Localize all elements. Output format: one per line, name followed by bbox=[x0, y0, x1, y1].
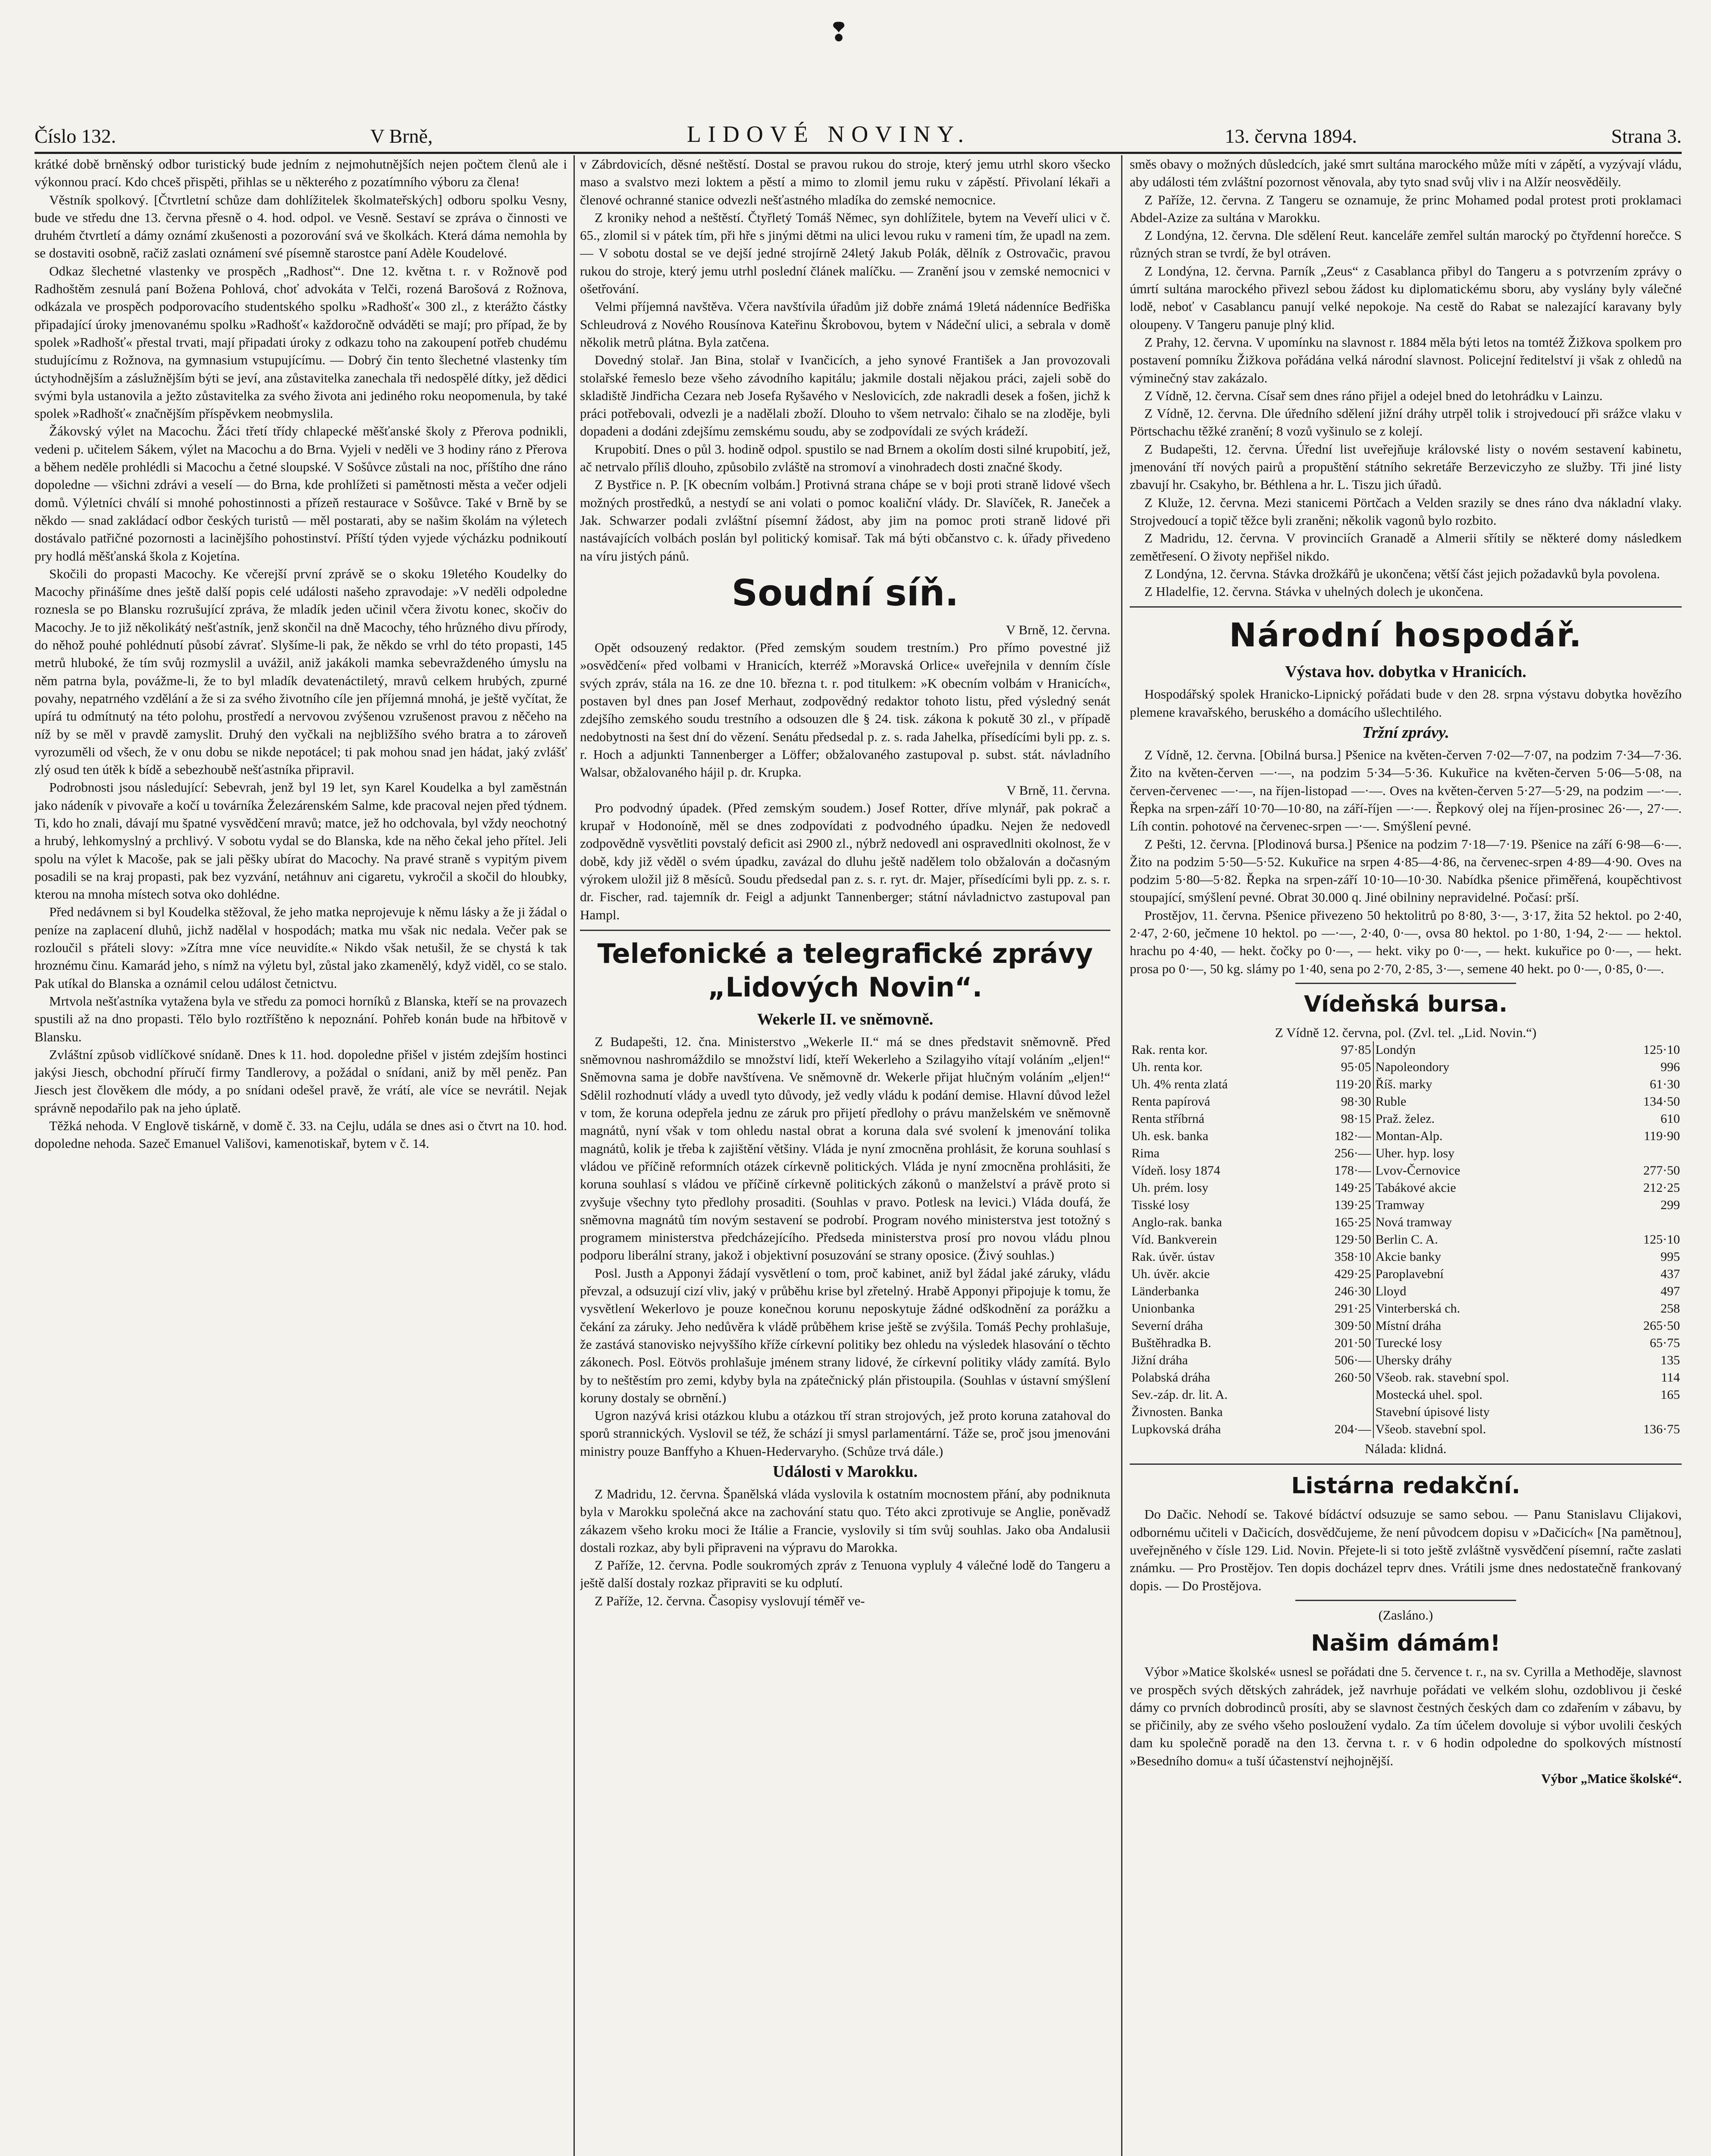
bourse-value: 201·50 bbox=[1303, 1335, 1373, 1352]
bourse-name: Živnosten. Banka bbox=[1131, 1405, 1223, 1420]
bourse-name: Polabská dráha bbox=[1131, 1370, 1210, 1385]
divider bbox=[1295, 1600, 1516, 1601]
bourse-value: 134·50 bbox=[1643, 1094, 1680, 1109]
bourse-value: 125·10 bbox=[1643, 1043, 1680, 1057]
bourse-value: 204·— bbox=[1303, 1421, 1373, 1438]
bourse-name: Rak. renta kor. bbox=[1131, 1043, 1208, 1057]
paragraph: Z Londýna, 12. června. Parník „Zeus“ z Casablanca přibyl do Tangeru a s potvrzením zprávy o úmrtí sultána marockého přivezl sebou žádost ku diplomatickému sboru, aby vyslány byly válečné lodě, neboť v Casablancu panují velké nepokoje. Na cestě do Rabat se nalezající karavany byly oloupeny. V Tangeru panuje plný klid. bbox=[1130, 263, 1682, 332]
column-2 bbox=[580, 155, 1110, 2156]
bourse-row bbox=[1130, 1076, 1682, 1093]
bourse-row bbox=[1130, 1352, 1682, 1369]
bourse-row bbox=[1130, 1283, 1682, 1300]
bourse-value bbox=[1612, 1214, 1682, 1231]
bourse-name: Lvov-Černovice bbox=[1375, 1163, 1460, 1178]
divider bbox=[1295, 983, 1516, 984]
bourse-value: 149·25 bbox=[1303, 1179, 1373, 1197]
bourse-name: Londýn bbox=[1375, 1043, 1416, 1057]
telegraph-section-title: Telefonické a telegrafické zprávy „Lidových Novin“. bbox=[597, 937, 1093, 1003]
paragraph: Z Paříže, 12. června. Z Tangeru se oznamuje, že princ Mohamed podal protest proti proklamaci Abdel-Azize za sultána v Marokku. bbox=[1130, 192, 1682, 225]
bourse-row bbox=[1130, 1128, 1682, 1145]
bourse-name: Paroplavební bbox=[1375, 1267, 1444, 1282]
bourse-name: Buštěhradka B. bbox=[1131, 1336, 1211, 1351]
market-title: Tržní zprávy. bbox=[1362, 724, 1449, 742]
bourse-row bbox=[1130, 1145, 1682, 1162]
bourse-value: 98·15 bbox=[1303, 1110, 1373, 1128]
section-subtitle: Události v Marokku. bbox=[772, 1463, 918, 1481]
bourse-value: 165·25 bbox=[1303, 1214, 1373, 1231]
dateline: V Brně, 12. června. bbox=[1006, 622, 1110, 637]
bourse-value: 178·— bbox=[1303, 1162, 1373, 1179]
bourse-name: Tramway bbox=[1375, 1198, 1425, 1213]
bourse-value: 506·— bbox=[1303, 1352, 1373, 1369]
bourse-name: Ruble bbox=[1375, 1094, 1407, 1109]
paragraph: Dovedný stolař. Jan Bina, stolař v Ivančicích, a jeho synové František a Jan provozovali stolařské řemeslo beze všeho závodního kapitálu; jakmile dostali nějakou práci, zajeli sobě do skladiště Jindřicha Cezara neb Josefa Ryšavého v Neslovicích, zde nakradli desek a fošen, jichž k práci potřebovali, odvezli je a nadělali zboží. Dlouho to všem netrvalo: čihalo se na zloděje, byli dopadeni a dodáni zdejšímu zemskému soudu, aby se zodpovídali ze svých krádeží. bbox=[580, 352, 1110, 439]
bourse-row bbox=[1130, 1317, 1682, 1335]
paragraph: Výbor »Matice školské« usnesl se pořádati dne 5. července t. r., na sv. Cyrilla a Methoděje, slavnost ve prospěch svých dětských zahrádek, jež navrhuje pořádati ve velkém slohu, ozdoblivou ji české dámy co prvních dobrodinců prosíti, aby se slavnost čestných českých dam co zdařením v zábavu, by se přičinily, aby ze svého všeho posloužení vydalo. Za tím účelem dovoluje si výbor uvolili českých dam ku společně poradě na den 13. června t. r. v 6 hodin odpoledne do spolkových místností »Besedního domu« a tuší účastenství nejhojnější. bbox=[1130, 1664, 1682, 1768]
bourse-value: 260·50 bbox=[1303, 1369, 1373, 1386]
bourse-value: 291·25 bbox=[1303, 1300, 1373, 1317]
paragraph: Hospodářský spolek Hranicko-Lipnický pořádati bude v den 28. srpna výstavu dobytka hovězího plemene kravařského, beruského a domácího ušlechtilého. bbox=[1130, 686, 1682, 720]
bourse-value: 119·90 bbox=[1644, 1129, 1680, 1144]
bourse-name: Severní dráha bbox=[1131, 1319, 1203, 1333]
paragraph: Podrobnosti jsou následující: Sebevrah, jenž byl 19 let, syn Karel Koudelka a byl zaměstnán jako nádeník v pivovaře a kočí u továrníka Železárenském Salme, kde pracoval nejen před týdnem. Ti, kdo ho znali, dávají mu špatné vysvědčení mravů; matce, jež ho odchovala, byl vždy neochotný a hrubý, lehkomyslný a prchlivý. V sobotu vydal se do Blanska, kde na něho čekal jeho přítel. Jeli spolu na výlet k Macoše, pak se jali pěšky ubírat do Macochy. Na pravé straně s vypitým pivem posadili se na kraj propasti, pak bez vyzvání, netáhnuv ani cigaretu, vykročil a skočil do hloubky, kterou na mnoha místech sotva oko dohlédne. bbox=[34, 780, 567, 902]
economy-section-title: Národní hospodář. bbox=[1229, 616, 1583, 655]
bourse-row bbox=[1130, 1231, 1682, 1248]
bourse-row bbox=[1130, 1214, 1682, 1231]
bourse-row bbox=[1130, 1179, 1682, 1197]
paragraph: Těžká nehoda. V Englově tiskárně, v domě č. 33. na Cejlu, udála se dnes asi o čtvrt na 10. hod. dopoledne nehoda. Sazeč Emanuel Vališovi, kamenotiskař, bytem v č. 14. bbox=[34, 1118, 567, 1151]
letters-title: Listárna redakční. bbox=[1291, 1473, 1520, 1499]
bourse-name: Mostecká uhel. spol. bbox=[1375, 1388, 1482, 1402]
bourse-row bbox=[1130, 1266, 1682, 1283]
bourse-value: 265·50 bbox=[1643, 1319, 1680, 1333]
bourse-value: 129·50 bbox=[1303, 1231, 1373, 1248]
bourse-name: Renta stříbrná bbox=[1131, 1112, 1205, 1126]
place: V Brně, bbox=[370, 125, 433, 147]
bourse-value: 258 bbox=[1661, 1301, 1680, 1316]
paragraph: Z kroniky nehod a neštěstí. Čtyřletý Tomáš Němec, syn dohlížitele, bytem na Veveří ulici v č. 65., zlomil si v pátek tím, při hře s jinými dětmi na ulici levou ruku v rameni tím, že upadl na zem. — V sobotu dostal se ve dejší jedné strojírně 24letý Jakub Polák, dělník z Ostrovačic, pravou rukou do stroje, který jemu utrhl poslední článek malíčku. — Zranění jsou v zemské nemocnici v ošetřování. bbox=[580, 210, 1110, 297]
bourse-row bbox=[1130, 1248, 1682, 1266]
bourse-name: Lupkovská dráha bbox=[1131, 1422, 1221, 1437]
column-divider bbox=[573, 155, 575, 2156]
paragraph: Odkaz šlechetné vlastenky ve prospěch „Radhosť“. Dne 12. května t. r. v Rožnově pod Radhoštěm zesnulá paní Božena Pohlová, choť advokáta v Telči, rozená Barošová z Rožnova, odkázala ve prospěch podporovacího studentského spolku »Radhošť« 300 zl., z kterážto částky připadající úroky jmenovanému spolku »Radhošť« každoročně odváděti se mají; pro případ, že by spolek »Radhošť« přestal trvati, mají připadati úroky z odkazu toho na zakoupení potřeb chudému studujícímu z Rožnova, na gymnasium vstupujícímu. — Dobrý čin tento šlechetné vlastenky tím úctyhodnějším a záslužnějším býti se jeví, ana zůstavitelka zanechala tři nedospělé dítky, jež dědici svými byla ustanovila a ježto zůstavitelka za svého života ani jediného roku neopomenula, by také spolek »Radhošť« značnějším příspěvkem neobmyslila. bbox=[34, 263, 567, 421]
bourse-name: Tabákové akcie bbox=[1375, 1181, 1456, 1195]
paragraph: Před nedávnem si byl Koudelka stěžoval, že jeho matka neprojevuje k němu lásky a že ji žádal o peníze na zaplacení dluhů, jichž nadělal v hospodách; matka mu však nic nedala. Večer pak se rozloučil s přáteli slovy: »Zítra mne více neuvidíte.« Nikdo však netušil, že se chystá k tak hroznému činu. Kamarád jeho, s nímž na výletu byl, zůstal jako zkamenělý, když viděl, co se stalo. Pak utíkal do Blanska a oznámil celou událost četnictvu. bbox=[34, 904, 567, 991]
paragraph: Z Prahy, 12. června. V upomínku na slavnost r. 1884 měla býti letos na tomtéž Žižkova spolkem pro postavení pomníku Žižkova pořádána velká národní slavnost. Policejní ředitelství ji však z ohledů na výminečný stav zakázalo. bbox=[1130, 334, 1682, 385]
bourse-value: 497 bbox=[1661, 1284, 1680, 1299]
bourse-value: 135 bbox=[1661, 1353, 1680, 1368]
bourse-name: Místní dráha bbox=[1375, 1319, 1442, 1333]
bourse-name: Víd. Bankverein bbox=[1131, 1232, 1217, 1247]
bourse-row bbox=[1130, 1335, 1682, 1352]
paragraph: Velmi příjemná navštěva. Včera navštívila úřadům již dobře známá 19letá nádenníce Bedřiška Schleudrová z Nového Rousínova Kateřinu Škrobovou, bytem v Nádeční ulici, a sebrala v domě několik metrů plátna. Byla zatčena. bbox=[580, 299, 1110, 350]
bourse-value: 610 bbox=[1661, 1112, 1680, 1126]
paragraph: Opět odsouzený redaktor. (Před zemským soudem trestním.) Pro přímo povestné již »osvědčení« před volbami v Hranicích, kterréž »Moravská Orlice« uveřejnila v denním čísle svých zpráv, stála na 16. ze dne 10. března t. r. pod titulkem: »K obecním volbám v Hranicích«, postaven byl dnes pan Josef Merhaut, zodpovědný redaktor tohoto listu, před výsledný senát zdejšího zemského soudu trestního a odsouzen dle § 24. tisk. zákona k pokutě 30 zl., v případě nedobytnosti na šest dní do vězení. Senátu předsedal p. z. s. rada Jahelka, přísedícími byli pp. z. s. r. Hoch a adjunkti Tannenberger a Löffer; obžalovaného zastupoval p. subst. stát. návladního Walsar, obžalovaného hájil p. dr. Krupka. bbox=[580, 640, 1110, 780]
bourse-value: 995 bbox=[1661, 1250, 1680, 1264]
bourse-name: Uh. úvěr. akcie bbox=[1131, 1267, 1210, 1282]
masthead bbox=[34, 113, 1682, 154]
zaslano-label: (Zasláno.) bbox=[1378, 1607, 1433, 1623]
bourse-name: Všeob. rak. stavební spol. bbox=[1375, 1370, 1509, 1385]
bourse-row bbox=[1130, 1162, 1682, 1179]
divider bbox=[1130, 1463, 1682, 1465]
paragraph: Z Kluže, 12. června. Mezi stanicemi Pörtčach a Velden srazily se dnes ráno dva nákladní vlaky. Strojvedoucí a topič těžce byli zraněni; několik vagonů bylo rozbito. bbox=[1130, 495, 1682, 528]
paragraph: Z Budapešti, 12. června. Úřední list uveřejňuje královské listy o novém sestavení kabinetu, jmenování tří nových pairů a propuštění státního sekretáře Berzeviczyho ze služby. Tři jiné listy zbavují hr. Csakyho, br. Béthlena a hr. L. Tiszu jich úřadů. bbox=[1130, 441, 1682, 492]
bourse-value bbox=[1303, 1386, 1373, 1404]
bourse-title: Vídeňská bursa. bbox=[1304, 991, 1507, 1017]
section-subtitle: Výstava hov. dobytka v Hranicích. bbox=[1285, 663, 1526, 681]
paragraph: směs obavy o možných důsledcích, jaké smrt sultána marockého může míti v zápětí, a vyzývají vládu, aby události tém zvláštní pozornost věnovala, aby tyto snad svůj vliv i na Alžír neosvěděily. bbox=[1130, 157, 1682, 190]
paragraph: Zvláštní způsob vidlíčkové snídaně. Dnes k 11. hod. dopoledne přišel v jistém zdejším hostinci jakýsi Jiesch, obchodní příručí firmy Tandlerovy, a požádal o snídani, aniž by měl peněz. Pan Jiesch jest člověkem dle módy, a po snídani odešel pravě, že vrátí, ale více se nevrátil. Nejak správně nepodařilo pak na jeho úplatě. bbox=[34, 1047, 567, 1116]
bourse-row bbox=[1130, 1369, 1682, 1386]
bourse-table bbox=[1130, 1041, 1682, 1438]
bourse-row bbox=[1130, 1041, 1682, 1059]
bourse-name: Uh. 4% renta zlatá bbox=[1131, 1077, 1228, 1092]
column-3 bbox=[1130, 155, 1682, 2156]
bourse-row bbox=[1130, 1386, 1682, 1404]
paragraph: Z Madridu, 12. června. Španělská vláda vyslovila k ostatním mocnostem přání, aby podniknuta byla v Marokku společná akce na zachování statu quo. Této akci zprotivuje se Anglie, poněvadž zákazem všeho kroku moci že Itálie a Francie, vyslovily si tím svůj souhlas. Jako oba Andalusii dostali rozkaz, aby byli připraveni na výpravu do Marokka. bbox=[580, 1486, 1110, 1555]
paragraph: Z Londýna, 12. června. Dle sdělení Reut. kanceláře zemřel sultán marocký po čtyřdenní horečce. S různých stran se tvrdí, že byl otráven. bbox=[1130, 228, 1682, 261]
section-subtitle: Wekerle II. ve sněmovně. bbox=[757, 1010, 934, 1028]
bourse-name: Vinterberská ch. bbox=[1375, 1301, 1460, 1316]
bourse-name: Říš. marky bbox=[1375, 1077, 1432, 1092]
bourse-name: Unionbanka bbox=[1131, 1301, 1195, 1316]
bourse-value: 139·25 bbox=[1303, 1197, 1373, 1214]
bourse-value: 429·25 bbox=[1303, 1266, 1373, 1283]
mood-line: Nálada: klidná. bbox=[1365, 1441, 1447, 1457]
bourse-value: 61·30 bbox=[1650, 1077, 1680, 1092]
bourse-name: Stavební úpisové listy bbox=[1375, 1405, 1490, 1420]
paragraph: Z Madridu, 12. června. V provinciích Granadě a Almerii sřítily se některé domy následkem zemětřesení. O životy nepřišel nikdo. bbox=[1130, 530, 1682, 564]
bourse-name: Uh. prém. losy bbox=[1131, 1181, 1209, 1195]
bourse-value: 125·10 bbox=[1643, 1232, 1680, 1247]
bourse-value bbox=[1612, 1145, 1682, 1162]
paragraph: krátké době brněnský odbor turistický bude jedním z nejmohutnějších nejen počtem členů ale i výkonnou prací. Kdo chceš přispěti, přihlas se u některého z pozatímního výboru za člena! bbox=[34, 157, 567, 190]
paragraph: Z Budapešti, 12. čna. Ministerstvo „Wekerle II.“ má se dnes představit sněmovně. Před sněmovnou nashromáždilo se množství lidí, kteří Wekerleho a Szilagyiho vítají voláním „eljen!“ Sněmovna sama je dobře navštívena. Ve sněmovně dr. Wekerle přijat hlučným voláním „eljen!“ Sdělil rozhodnutí vlády a uvedl tyto důvody, jež vedly vládu k podání demise. Hlavní důvod ležel v tom, že koruna odepřela jednu ze záruk pro přijetí předlohy o právu manželském ve sněmovně magnátů, nyní však v tom ohledu nastal obrat a koruna dala své svolení k jmenování tolika magnátů, kolik je třeba k zajištění většiny. Vláda je nyní zmocněna prohlásit, že koruna souhlasí s vládou ve příčině reformních otázek církevně politických. Vláda je nyní zmocněna prohlásiti, že koruna souhlasí s vládou ve příčině církevně politických zákonů o manželství a právě proto si zvyšuje všechny tyto předlohy prosaditi. (Souhlas v pravo. Potlesk na levici.) Vláda doufá, že sněmovna magnátů tím novým sestavení se podrobí. Program nového ministerstva jest totožný s programem ministerstva předcházejícího. Předseda ministerstva prosí pro novou vládu plnou podporu liberální strany, jakož i objektivní posuzování se strany oposice. (Živý souhlas.) bbox=[580, 1034, 1110, 1263]
paper-title: LIDOVÉ NOVINY. bbox=[686, 121, 971, 147]
bourse-value: 212·25 bbox=[1643, 1181, 1680, 1195]
paragraph: Z Bystřice n. P. [K obecním volbám.] Protivná strana chápe se v boji proti straně lidové všech možných prostředků, a nestydí se ani volati o pomoc koaliční vlády. Dr. Slavíček, R. Janeček a Jak. Schwarzer podali zvláštní písemní žádost, aby jim na pomoc proti straně lidové při nastávajících volbách poslán byl politický komisař. Tak má býti občanstvo c. k. úřady přivedeno na víru jistých pánů. bbox=[580, 477, 1110, 564]
bourse-value: 119·20 bbox=[1303, 1076, 1373, 1093]
bourse-name: Rak. úvěr. ústav bbox=[1131, 1250, 1215, 1264]
paragraph: Skočili do propasti Macochy. Ke včerejší první zprávě se o skoku 19letého Koudelky do Macochy přinášíme dnes ještě další popis celé události našeho zpravodaje: »V neděli odpoledne roznesla se po Blansku rozrušující zpráva, že mladík jeden učinil včera životu konec, skočiv do Macochy. Je to již několikátý nešťastník, jenž skončil na dně Macochy, tého hrůzného divu přírody, do něhož pouhé pohlédnutí působí závrať. Slyšíme-li pak, že někdo se vrhl do této propasti, 145 metrů hluboké, že tím svůj rozmyslil a uvážil, aniž jakákoli mamka sebevraždeného úmyslu na něm patrna byla, povážme-li, že to byl mladík devatenáctiletý, mravů celkem hrubých, zpurné povahy, nepatrného vzdělání a že si za svého životního cíle jen příjemná mnohá, je ještě vyčítat, že upírá tu odmítnutý na této polohu, prostředí a nervovou zvýšenou vzrušenost pravou z něčeho na níž by se měl v pravdě zamyslit. Druhý den vyčkali na nejbližšího svého bratra a to zároveň vyrozuměli od všech, že v onu dobu se nikde nepotácel; ti pak mohou snad jen hádat, jaký zvlášť zlý osud ten útěk k bídě a sebezhoubě nešťastníka připravil. bbox=[34, 566, 567, 777]
bourse-value: 65·75 bbox=[1650, 1336, 1680, 1351]
paragraph: Z Hladelfie, 12. června. Stávka v uhelných dolech je ukončena. bbox=[1144, 584, 1483, 599]
bourse-value bbox=[1612, 1404, 1682, 1421]
paragraph: Z Londýna, 12. června. Stávka drožkářů je ukončena; větší část jejich požadavků byla povolena. bbox=[1144, 566, 1660, 581]
bourse-value: 182·— bbox=[1303, 1128, 1373, 1145]
signature: Výbor „Matice školské“. bbox=[1541, 1771, 1682, 1786]
bourse-value: 98·30 bbox=[1303, 1093, 1373, 1110]
bourse-subtitle: Z Vídně 12. června, pol. (Zvl. tel. „Lid. Novin.“) bbox=[1275, 1025, 1537, 1040]
bourse-name: Anglo-rak. banka bbox=[1131, 1215, 1222, 1230]
bourse-name: Uh. renta kor. bbox=[1131, 1060, 1203, 1075]
bourse-value: 309·50 bbox=[1303, 1317, 1373, 1335]
bourse-value: 165 bbox=[1661, 1388, 1680, 1402]
court-section-title: Soudní síň. bbox=[731, 571, 959, 614]
bourse-name: Sev.-záp. dr. lit. A. bbox=[1131, 1388, 1228, 1402]
bourse-value: 437 bbox=[1661, 1267, 1680, 1282]
paragraph: Žákovský výlet na Macochu. Žáci třetí třídy chlapecké měšťanské školy z Přerova podnikli, vedeni p. učitelem Sákem, výlet na Macochu a do Brna. Vyjeli v neděli ve 3 hodiny ráno z Přerova a během neděle prohlédli si Macochu a četné sloupské. V Sošůvce zůstali na noc, příštího dne ráno dopoledne — všichni zdrávi a veselí — do Brna, kde prohlížeti si pamětnosti města a večer odjeli domů. Výletníci chválí si mnohé pohostinnosti a přízeň restaurace v Sošůvce. Také v Brně by se někdo — snad zakládací odbor českých turistů — měl postarati, aby se našim školám na výletech dostávalo patřičné pozornosti a lacinějšího pohostinství. Příští týden vyjede výcházku podnikoutí pry hodlá měšťanská škola z Kojetína. bbox=[34, 423, 567, 564]
bourse-name: Uh. esk. banka bbox=[1131, 1129, 1209, 1144]
bourse-name: Jižní dráha bbox=[1131, 1353, 1188, 1368]
bourse-value: 114 bbox=[1661, 1370, 1680, 1385]
paragraph: Věstník spolkový. [Čtvrtletní schůze dam dohlížitelek školmateřských] odboru spolku Vesny, bude ve středu dne 13. června přesně o 4. hod. odpol. ve Vesně. Sestaví se zpráva o činnosti ve druhém čtvrtletí a dámy oznámí zkušenosti a pozorování svá ve školkách. Která dáma nemohla by se dostaviti osobně, račiž zaslati oznámení své písemně starostce paní Adèle Koudelové. bbox=[34, 192, 567, 261]
bourse-value: 277·50 bbox=[1643, 1163, 1680, 1178]
paragraph: Do Dačic. Nehodí se. Takové bídáctví odsuzuje se samo sebou. — Panu Stanislavu Clijakovi, odbornému učiteli v Dačicích, dosvědčujeme, že není původcem dopisu v »Dačicích« [Na pamětnou], uveřejněného v čísle 129. Lid. Novin. Přejete-li si toto ještě zvláštně vysvědčení písemní, račte zaslati známku. — Pro Prostějov. Ten dopis docházel teprv dnes. Vrátili jsme dnes nedostatečně frankovaný dopis. — Do Prostějova. bbox=[1130, 1507, 1682, 1593]
bourse-row bbox=[1130, 1421, 1682, 1438]
column-1 bbox=[34, 155, 567, 2156]
bourse-row bbox=[1130, 1110, 1682, 1128]
bourse-name: Akcie banky bbox=[1375, 1250, 1442, 1264]
bourse-value bbox=[1303, 1404, 1373, 1421]
bourse-name: Berlin C. A. bbox=[1375, 1232, 1438, 1247]
divider bbox=[580, 930, 1110, 931]
bourse-value: 95·05 bbox=[1303, 1059, 1373, 1076]
paragraph: Z Paříže, 12. června. Časopisy vyslovují téměř ve- bbox=[595, 1593, 865, 1608]
paragraph: Z Vídně, 12. června. [Obilná bursa.] Pšenice na květen-červen 7·02—7·07, na podzim 7·34—7·36. Žito na květen-červen —·—, na podzim 5·34—5·36. Kukuřice na květen-červen 5·06—5·08, na červen-červenec —·—, na říjen-listopad —·—. Oves na květen-červen 5·27—5·29, na podzim —·—. Řepka na srpen-září 10·70—10·80, na září-říjen —·—. Řepkový olej na říjen-prosinec 26·—, 27·—. Líh contin. pohotové na červenec-srpen —·—. Smýšlení pevné. bbox=[1130, 747, 1682, 834]
bourse-row bbox=[1130, 1059, 1682, 1076]
bourse-name: Tisské losy bbox=[1131, 1198, 1190, 1213]
bourse-name: Renta papírová bbox=[1131, 1094, 1210, 1109]
bourse-name: Uhersky dráhy bbox=[1375, 1353, 1452, 1368]
issue-date: 13. června 1894. bbox=[1225, 125, 1357, 147]
divider bbox=[1130, 606, 1682, 608]
paragraph: v Zábrdovicích, děsné neštěstí. Dostal se pravou rukou do stroje, který jemu utrhl skoro všecko maso a svalstvo mezi loktem a pěstí a mimo to zlomil jemu ruku v zápěstí. Přivolaní lékaři a členové ochranné stanice odvezli nešťastného mladíka do zemské nemocnice. bbox=[580, 157, 1110, 207]
bourse-value: 256·— bbox=[1303, 1145, 1373, 1162]
paragraph: Z Paříže, 12. června. Podle soukromých zpráv z Tenuona vypluly 4 válečné lodě do Tangeru a ještě další dostaly rozkaz připraviti se ku odplutí. bbox=[580, 1557, 1110, 1591]
dateline: V Brně, 11. června. bbox=[1006, 782, 1110, 798]
bourse-value: 246·30 bbox=[1303, 1283, 1373, 1300]
print-mark: ❢ bbox=[828, 18, 850, 47]
paragraph: Posl. Justh a Apponyi žádají vysvětlení o tom, proč kabinet, aniž byl žádal jaké záruky, vládu převzal, a odsuzují cizí vliv, jaký v průběhu krise byl zřetelný. Hrabě Apponyi připojuje k tomu, že vysvětlení Wekerlovo je pouze konečnou korunu neposkytuje žádné odškodnění za porážku a čekání za záruky. Jeho nedůvěra k vládě průběhem krise ještě se zvýšila. Tomáš Pechy prohlašuje, že zastává stanovisko nejvyššího kříže církevní politiky bez ohledu na výsledek hlasování o těchto zákonech. Posl. Eötvös prohlašuje jménem strany lidové, že církevní politiky vlády zamítá. Bylo by to neštěstím pro zemi, kdyby byla na zpátečnický plán přistoupila. (Souhlas v ústavní smýšlení koruny dostaly se obrnění.) bbox=[580, 1265, 1110, 1405]
bourse-name: Napoleondory bbox=[1375, 1060, 1450, 1075]
bourse-row bbox=[1130, 1404, 1682, 1421]
bourse-name: Praž. želez. bbox=[1375, 1112, 1435, 1126]
bourse-row bbox=[1130, 1093, 1682, 1110]
bourse-value: 299 bbox=[1661, 1198, 1680, 1213]
column-divider bbox=[1121, 155, 1122, 2156]
bourse-value: 996 bbox=[1661, 1060, 1680, 1075]
bourse-name: Lloyd bbox=[1375, 1284, 1407, 1299]
paragraph: Prostějov, 11. června. Pšenice přivezeno 50 hektolitrů po 8·80, 3·—, 3·17, žita 52 hektol. po 2·40, 2·47, 2·60, ječmene 10 hektol. po —·—, 2·40, 0·—, ovsa 80 hektol. po 1·80, 1·94, 2·— — hektol. hrachu po 4·40, — hekt. čočky po 0·—, — hekt. viky po 0·—, — hekt. kukuřice po 0·—, — hekt. prosa po 0·—, 50 kg. slámy po 1·40, sena po 2·70, 2·85, 3·—, semene 40 hekt. po 0·—, 0·85, 0·—. bbox=[1130, 907, 1682, 976]
bourse-name: Nová tramway bbox=[1375, 1215, 1452, 1230]
ladies-title: Našim dámám! bbox=[1311, 1630, 1501, 1657]
paragraph: Ugron nazývá krisi otázkou klubu a otázkou tří stran strojových, jež proto koruna zatahoval do sporů strannických. Vyslovil se též, že schází ji smysl parlamentární. Táže se, proč jsou jmenováni ministry pouze Banffyho a Khuen-Hedervaryho. (Schůze trvá dále.) bbox=[580, 1408, 1110, 1459]
paragraph: Pro podvodný úpadek. (Před zemským soudem.) Josef Rotter, dříve mlynář, pak pokrač a krupař v Hodonoíně, měl se dnes zodpovídati z podvodného úpadku. Nejen že nedovedl zodpovědně vysvětliti povstalý deficit asi 2900 zl., nýbrž nedovedl ani ospravedlniti okolnost, že v době, kdy již věděl o svém úpadku, zavázal do dluhu ještě nadělem tolo obžalován a dočasným výrokem uložil již 8 měsíců. Soudu předsedal pan z. s. r. ryt. dr. Majer, přísedícími byli pp. z. s. r. dr. Fischer, rad. tajemník dr. Feigl a adjunkt Tannenberger; státní návladnictvo zastupoval pan Hampl. bbox=[580, 800, 1110, 922]
bourse-value: 97·85 bbox=[1303, 1041, 1373, 1059]
bourse-value: 136·75 bbox=[1643, 1422, 1680, 1437]
bourse-row bbox=[1130, 1300, 1682, 1317]
paragraph: Z Vídně, 12. června. Císař sem dnes ráno přijel a odejel bned do letohrádku v Lainzu. bbox=[1144, 388, 1603, 403]
paragraph: Z Pešti, 12. června. [Plodinová bursa.] Pšenice na podzim 7·18—7·19. Pšenice na září 6·98—6·—. Žito na podzim 5·50—5·52. Kukuřice na srpen 4·85—4·86, na červenec-srpen 4·89—4·90. Oves na podzim 5·80—5·82. Řepka na srpen-září 10·10—10·30. Nabídka pšenice přiměřená, koupěchtivost stoupající, smýšlení pevné. Obrat 30.000 q. Jiné obilniny nepravidelné. Počasí: prší. bbox=[1130, 836, 1682, 905]
bourse-name: Länderbanka bbox=[1131, 1284, 1199, 1299]
bourse-value: 358·10 bbox=[1303, 1248, 1373, 1266]
paragraph: Mrtvola nešťastníka vytažena byla ve středu za pomoci horníků z Blanska, kteří se na provazech spustili až na dno propasti. Tělo bylo roztříštěno k nepoznání. Pohřeb konán bude na hřbitově v Blansku. bbox=[34, 993, 567, 1044]
issue-number: Číslo 132. bbox=[34, 125, 116, 147]
bourse-name: Všeob. stavební spol. bbox=[1375, 1422, 1486, 1437]
bourse-name: Montan-Alp. bbox=[1375, 1129, 1443, 1144]
bourse-name: Vídeň. losy 1874 bbox=[1131, 1163, 1220, 1178]
page-number: Strana 3. bbox=[1611, 125, 1682, 147]
bourse-name: Uher. hyp. losy bbox=[1375, 1146, 1455, 1161]
paragraph: Z Vídně, 12. června. Dle úředního sdělení jižní dráhy utrpěl tolik i strojvedoucí při srážce vlaku v Pörtschachu těžké zranění; 8 vozů vyšinulo se z kolejí. bbox=[1130, 406, 1682, 439]
bourse-name: Rima bbox=[1131, 1146, 1159, 1161]
bourse-row bbox=[1130, 1197, 1682, 1214]
paragraph: Krupobití. Dnes o půl 3. hodině odpol. spustilo se nad Brnem a okolím dosti silné krupobití, jež, ač netrvalo příliš dlouho, způsobilo zvláště na stromoví a vinohradech dosti značné škody. bbox=[580, 441, 1110, 475]
bourse-name: Turecké losy bbox=[1375, 1336, 1442, 1351]
